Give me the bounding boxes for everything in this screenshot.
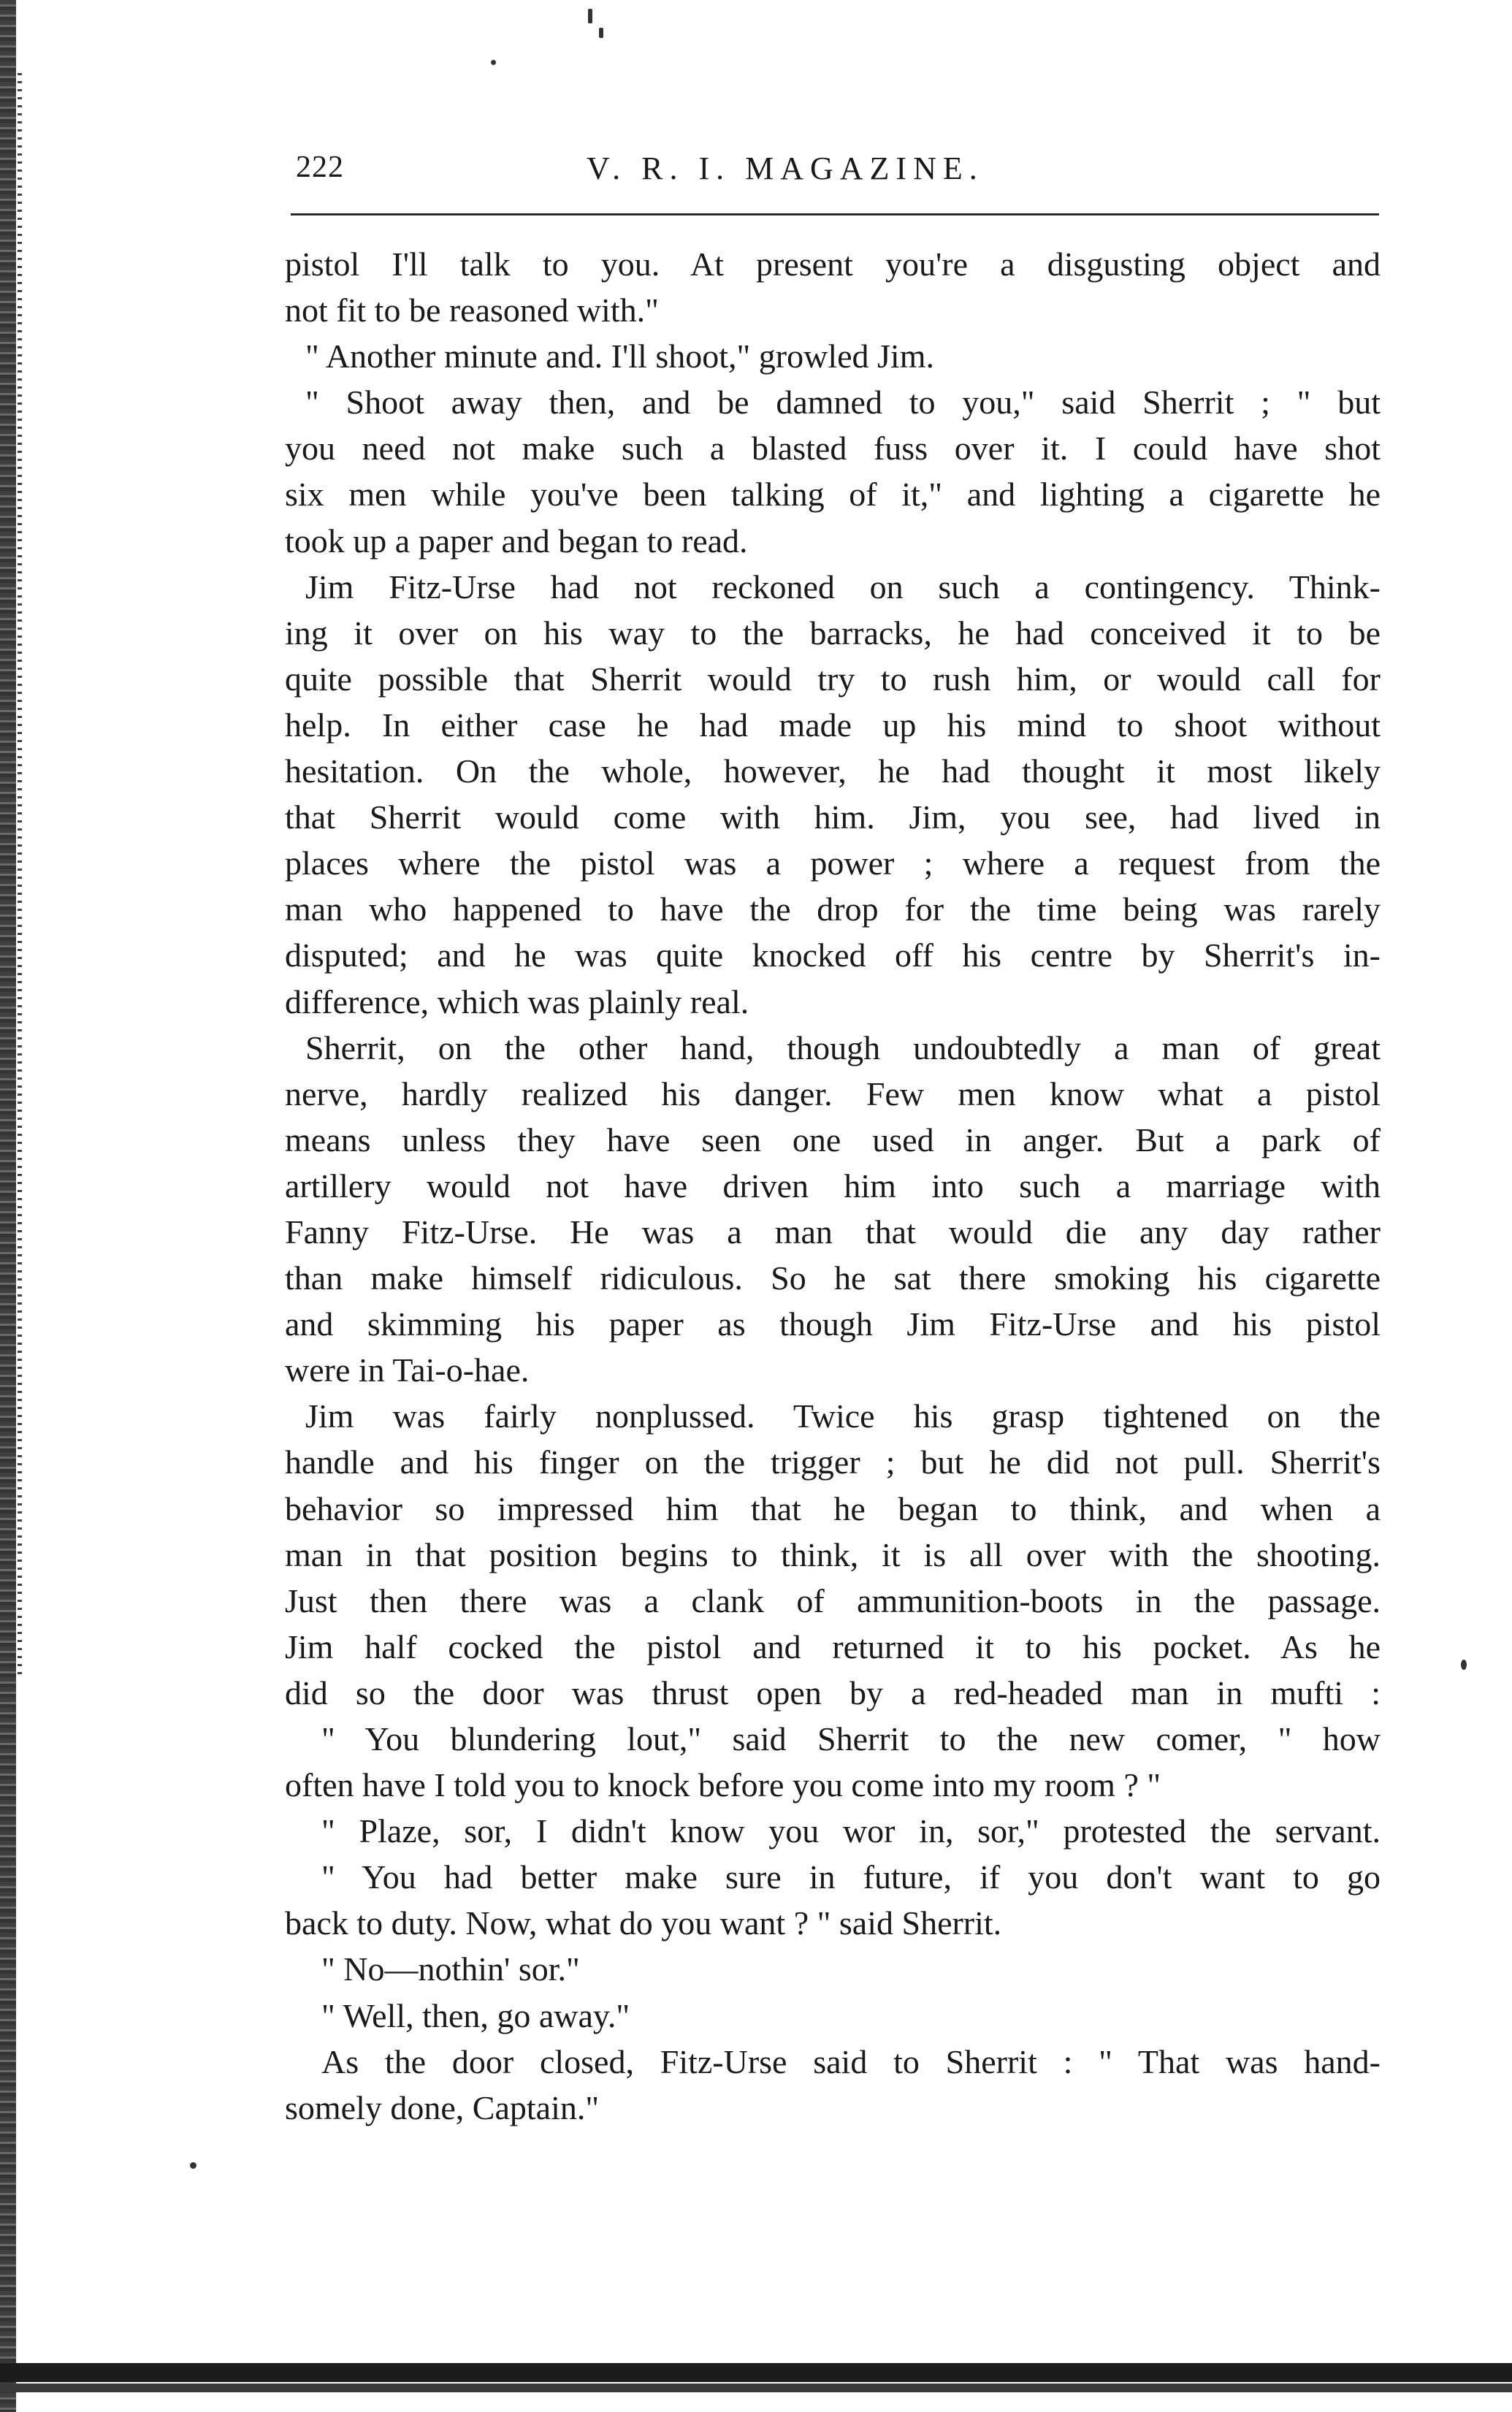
page-header [296, 150, 1377, 201]
text-line: " Well, then, go away." [321, 1996, 630, 2034]
text-line: nerve, hardly realized his danger. Few men know what a pistol [285, 1075, 1381, 1113]
text-line: means unless they have seen one used in anger. But a park of [285, 1121, 1381, 1159]
text-line: were in Tai-o-hae. [285, 1351, 530, 1389]
text-line: disputed; and he was quite knocked off his centre by Sherrit's in- [285, 936, 1381, 974]
scan-speck [599, 28, 603, 38]
text-line: Just then there was a clank of ammunition-boots in the passage. [285, 1581, 1381, 1619]
page-bottom-edge-shadow [0, 2384, 1512, 2392]
text-line: often have I told you to knock before you come into my room ? " [285, 1766, 1161, 1804]
text-line: took up a paper and began to read. [285, 522, 748, 560]
text-line: " You had better make sure in future, if you don't want to go [321, 1858, 1381, 1896]
text-line: Jim Fitz-Urse had not reckoned on such a contingency. Think- [305, 568, 1381, 606]
text-line: did so the door was thrust open by a red-headed man in mufti : [285, 1673, 1381, 1711]
text-line: Fanny Fitz-Urse. He was a man that would die any day rather [285, 1213, 1381, 1251]
text-line: Sherrit, on the other hand, though undoubtedly a man of great [305, 1028, 1381, 1066]
text-line: " No—nothin' sor." [321, 1950, 580, 1988]
text-line: man who happened to have the drop for the time being was rarely [285, 890, 1381, 928]
body-text [285, 241, 1381, 2131]
text-line: " Another minute and. I'll shoot," growled Jim. [305, 337, 934, 375]
page-bottom-edge [0, 2363, 1512, 2382]
text-line: Jim half cocked the pistol and returned it to his pocket. As he [285, 1627, 1381, 1665]
text-line: behavior so impressed him that he began to think, and when a [285, 1489, 1381, 1527]
text-line: " Plaze, sor, I didn't know you wor in, sor," protested the servant. [321, 1812, 1381, 1850]
text-line: pistol I'll talk to you. At present you're a disgusting object and [285, 245, 1381, 283]
text-line: handle and his finger on the trigger ; but he did not pull. Sherrit's [285, 1443, 1381, 1481]
scan-speck [1461, 1660, 1467, 1670]
text-line: six men while you've been talking of it," and lighting a cigarette he [285, 476, 1381, 514]
text-line: ing it over on his way to the barracks, he had conceived it to be [285, 614, 1381, 652]
text-line: quite possible that Sherrit would try to rush him, or would call for [285, 660, 1381, 698]
text-line: somely done, Captain." [285, 2088, 600, 2126]
running-title: V. R. I. MAGAZINE. [587, 150, 984, 186]
text-line: that Sherrit would come with him. Jim, you see, had lived in [285, 798, 1381, 836]
page-number: 222 [296, 150, 344, 184]
scan-speck [190, 2162, 196, 2169]
text-line: than make himself ridiculous. So he sat there smoking his cigarette [285, 1259, 1381, 1297]
binding-edge-marks [18, 73, 22, 1680]
text-line: and skimming his paper as though Jim Fitz-Urse and his pistol [285, 1305, 1381, 1343]
text-line: Jim was fairly nonplussed. Twice his grasp tightened on the [305, 1397, 1381, 1435]
text-line: back to duty. Now, what do you want ? " said Sherrit. [285, 1904, 1002, 1942]
text-line: help. In either case he had made up his mind to shoot without [285, 706, 1381, 744]
header-rule [291, 213, 1379, 215]
text-line: As the door closed, Fitz-Urse said to Sherrit : " That was hand- [321, 2042, 1381, 2080]
text-line: hesitation. On the whole, however, he had thought it most likely [285, 752, 1381, 790]
scan-speck [588, 9, 592, 23]
text-line: artillery would not have driven him into such a marriage with [285, 1167, 1381, 1205]
text-line: " You blundering lout," said Sherrit to the new comer, " how [321, 1720, 1381, 1758]
binding-edge [0, 0, 16, 2412]
text-line: not fit to be reasoned with." [285, 291, 659, 329]
scan-speck [491, 60, 496, 65]
text-line: you need not make such a blasted fuss over it. I could have shot [285, 430, 1381, 467]
text-line: man in that position begins to think, it is all over with the shooting. [285, 1535, 1381, 1573]
text-line: difference, which was plainly real. [285, 982, 749, 1020]
text-line: " Shoot away then, and be damned to you," said Sherrit ; " but [305, 383, 1381, 421]
text-line: places where the pistol was a power ; where a request from the [285, 844, 1381, 882]
